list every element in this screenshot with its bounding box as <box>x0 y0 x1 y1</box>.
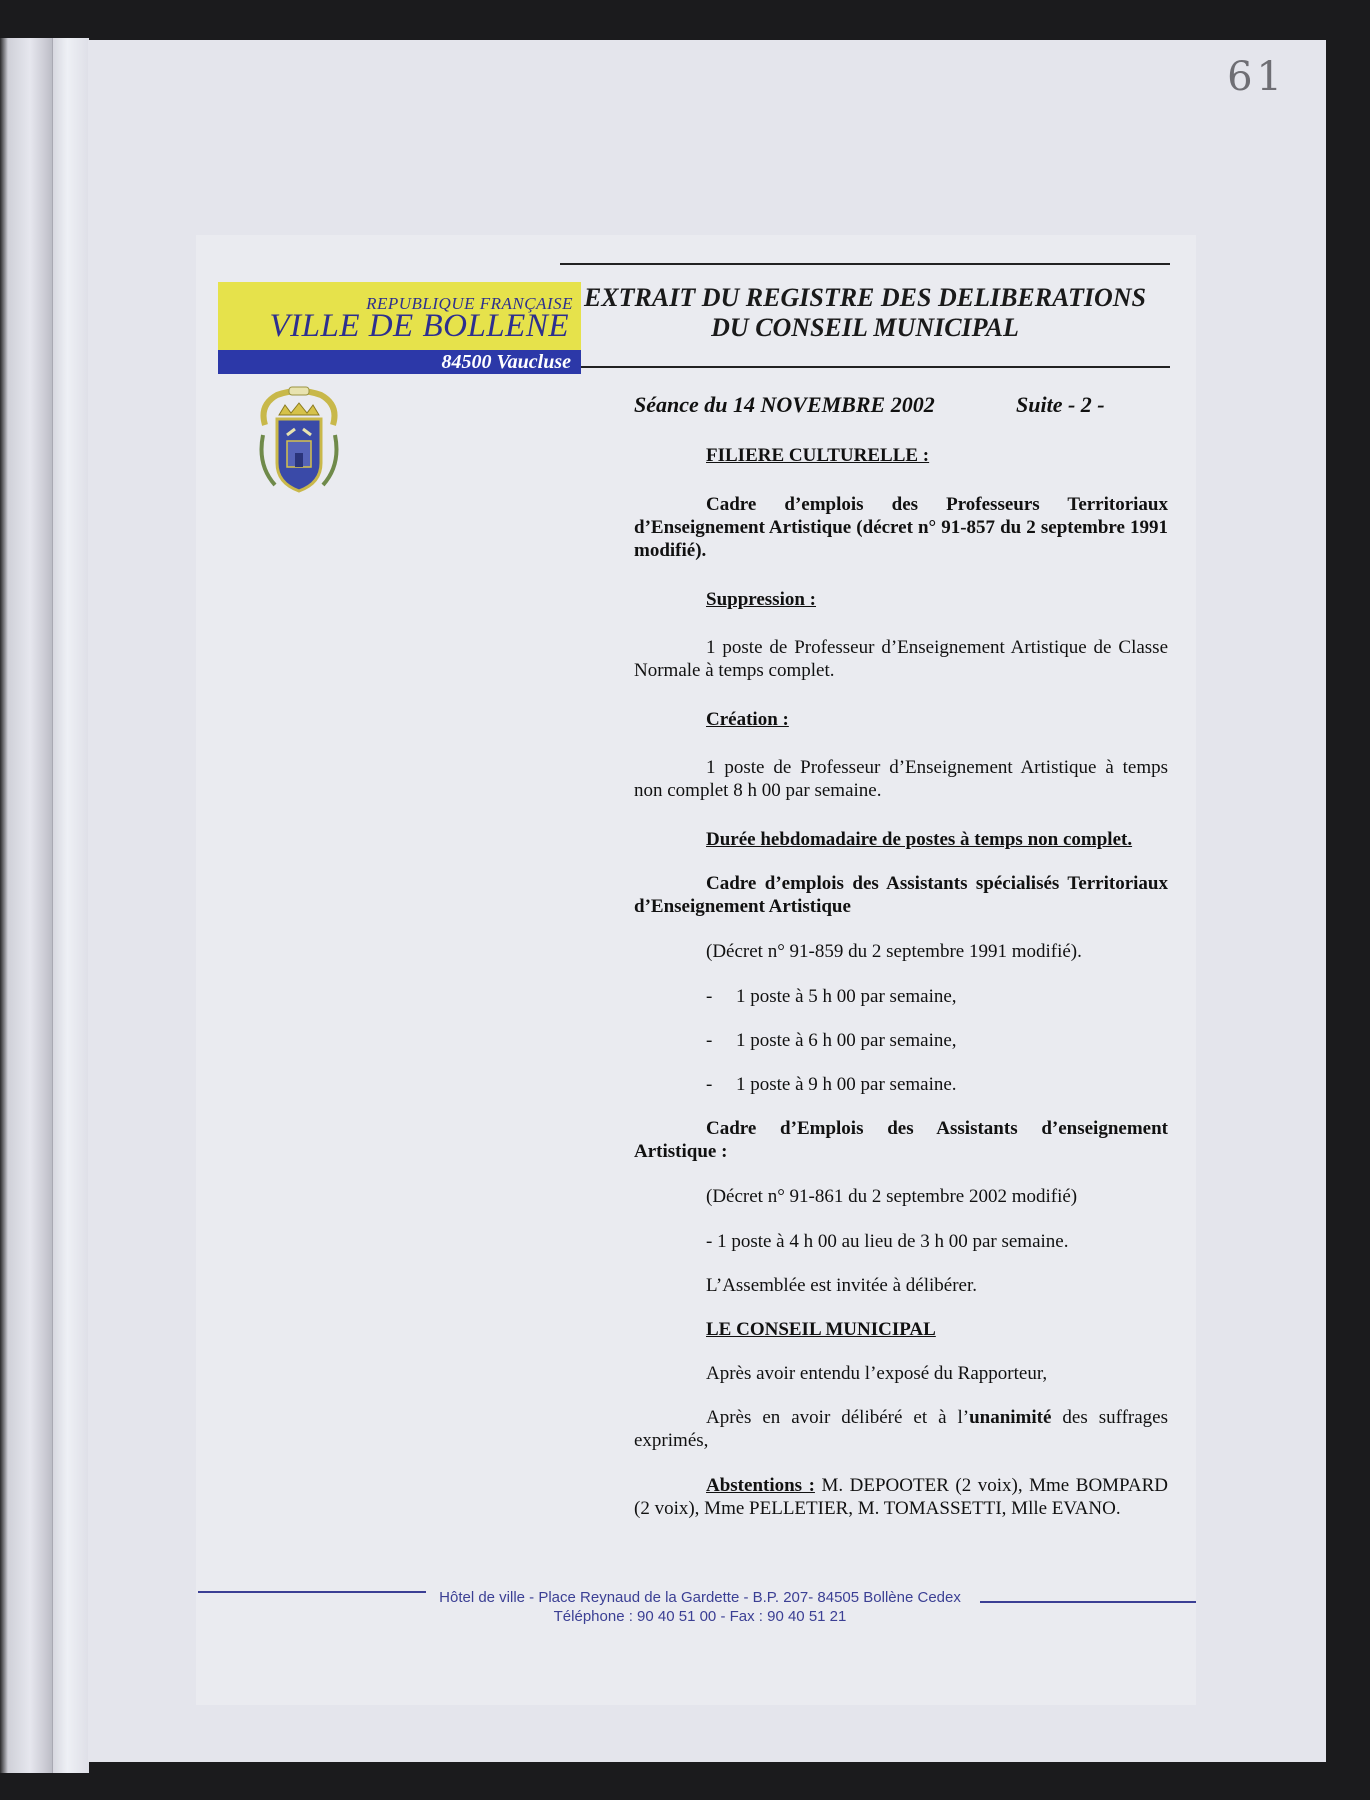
footer-rule-left <box>198 1591 426 1593</box>
session-line <box>634 393 1168 418</box>
poste-dash: - <box>706 986 713 1007</box>
decret-91-861: (Décret n° 91-861 du 2 septembre 2002 modifié) <box>706 1186 1078 1207</box>
poste-text: 1 poste à 9 h 00 par semaine. <box>736 1074 957 1095</box>
title-line-1: EXTRAIT DU REGISTRE DES DELIBERATIONS <box>583 283 1147 312</box>
poste-dash: - <box>706 1074 713 1095</box>
footer-rule-right <box>980 1601 1196 1603</box>
cadre-professeurs: Cadre d’emplois des Professeurs Territoriaux d’Enseignement Artistique (décret n° 91-857 du 2 septembre 1991 modifié). <box>634 494 1168 561</box>
decret-91-859: (Décret n° 91-859 du 2 septembre 1991 modifié). <box>706 941 1082 962</box>
document-title <box>575 283 1155 343</box>
poste-text: 1 poste à 6 h 00 par semaine, <box>736 1030 957 1051</box>
poste-dash: - <box>706 1030 713 1051</box>
header-rule-bottom <box>580 366 1170 368</box>
poste-text: 1 poste à 5 h 00 par semaine, <box>736 986 957 1007</box>
session-date: Séance du 14 NOVEMBRE 2002 <box>634 392 935 417</box>
creation-text: 1 poste de Professeur d’Enseignement Artistique à temps non complet 8 h 00 par semaine. <box>634 757 1168 801</box>
footer-phone-line: Téléphone : 90 40 51 00 - Fax : 90 40 51 21 <box>553 1608 847 1625</box>
creation-heading: Création : <box>706 709 789 730</box>
abstentions-label: Abstentions : <box>706 1475 815 1496</box>
abstentions-text: M. DEPOOTER (2 voix), Mme BOMPARD (2 voix), Mme PELLETIER, M. TOMASSETTI, Mlle EVANO. <box>634 1475 1168 1519</box>
header-rule-top <box>560 263 1170 265</box>
postcode-department: 84500 Vaucluse <box>441 351 571 373</box>
coat-of-arms-icon <box>255 385 343 501</box>
footer-address-line: Hôtel de ville - Place Reynaud de la Gardette - B.P. 207- 84505 Bollène Cedex <box>439 1589 961 1606</box>
binder-edge <box>52 38 89 1773</box>
apres-delibere-part1: Après en avoir délibéré et à l’ <box>706 1407 970 1428</box>
binder-spine <box>0 38 52 1773</box>
suppression-text: 1 poste de Professeur d’Enseignement Artistique de Classe Normale à temps complet. <box>634 637 1168 681</box>
invitation-text: L’Assemblée est invitée à délibérer. <box>706 1275 978 1296</box>
poste-4h: - 1 poste à 4 h 00 au lieu de 3 h 00 par semaine. <box>706 1231 1069 1252</box>
apres-delibere-part2: des suffrages exprimés, <box>634 1407 1168 1451</box>
footer-address <box>430 1588 970 1626</box>
title-line-2: DU CONSEIL MUNICIPAL <box>711 313 1019 342</box>
abstentions <box>634 1474 1168 1520</box>
republic-label: REPUBLIQUE FRANÇAISE <box>366 294 573 313</box>
town-name: VILLE DE BOLLENE <box>269 308 569 344</box>
conseil-heading: LE CONSEIL MUNICIPAL <box>706 1319 936 1340</box>
cadre-assistants-enseignement: Cadre d’Emplois des Assistants d’enseignement Artistique : <box>634 1118 1168 1162</box>
filiere-heading: FILIERE CULTURELLE : <box>706 445 930 466</box>
session-suite: Suite - 2 - <box>1016 392 1105 417</box>
duree-heading: Durée hebdomadaire de postes à temps non complet. <box>706 829 1133 850</box>
unanimite-text: unanimité <box>969 1407 1052 1428</box>
folio-number: 61 <box>1227 54 1286 100</box>
letterhead-banner <box>218 282 581 374</box>
cadre-assistants-specialises: Cadre d’emplois des Assistants spécialisés Territoriaux d’Enseignement Artistique <box>634 873 1168 917</box>
suppression-heading: Suppression : <box>706 589 817 610</box>
apres-delibere <box>634 1406 1168 1452</box>
apres-expose: Après avoir entendu l’exposé du Rapporteur, <box>706 1363 1048 1384</box>
